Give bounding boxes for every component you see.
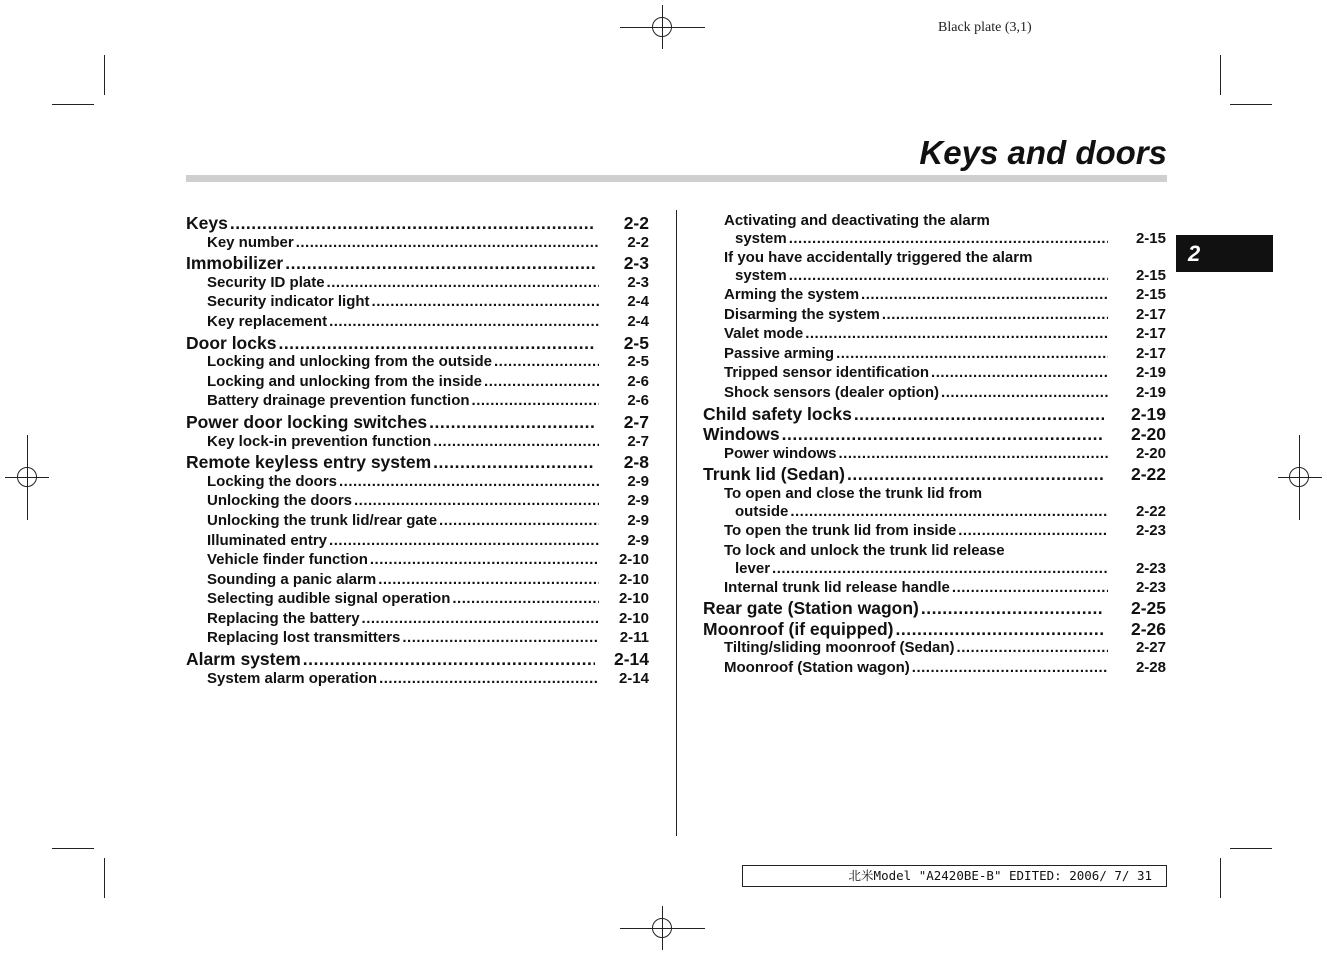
page-number: 2-5	[627, 353, 649, 371]
page-number: 2-15	[1135, 286, 1166, 303]
leader-dots	[370, 551, 599, 568]
page-number: 2-22	[1135, 502, 1166, 520]
crop-mark	[52, 848, 94, 849]
crop-mark	[1230, 104, 1272, 105]
page-number: 2-19	[1135, 383, 1166, 401]
page-number: 2-2	[627, 233, 649, 251]
toc-entry[interactable]: Unlocking the doors ..... 2-9	[186, 492, 649, 512]
page-number: 2-9	[627, 472, 649, 490]
crop-mark	[104, 858, 105, 898]
page-number: 2-20	[1130, 424, 1166, 445]
leader-dots	[278, 333, 595, 354]
leader-dots	[952, 579, 1108, 596]
toc-entry[interactable]: Replacing lost transmitters ..... 2-11	[186, 629, 649, 649]
registration-mark-icon	[652, 17, 672, 37]
page-number: 2-10	[618, 551, 649, 569]
toc-entry[interactable]: Locking and unlocking from the inside ..... 2-6	[186, 373, 649, 393]
leader-dots	[433, 452, 595, 473]
toc-entry[interactable]: Tilting/sliding moonroof (Sedan) ..... 2-27	[703, 639, 1166, 659]
toc-entry-heading[interactable]: Rear gate (Station wagon) ..... 2-25	[703, 598, 1166, 619]
page-number: 2-14	[618, 669, 649, 687]
page-number: 2-5	[623, 332, 649, 353]
edition-footer: 北米Model "A2420BE-B" EDITED: 2006/ 7/ 31	[742, 865, 1167, 887]
leader-dots	[329, 313, 599, 330]
page-number: 2-26	[1130, 618, 1166, 639]
leader-dots	[912, 659, 1108, 676]
page-number: 2-10	[618, 570, 649, 588]
toc-entry-heading[interactable]: Immobilizer ..... 2-3	[186, 253, 649, 274]
toc-entry[interactable]: Vehicle finder function ..... 2-10	[186, 551, 649, 571]
leader-dots	[836, 345, 1108, 362]
toc-entry[interactable]: Shock sensors (dealer option) ..... 2-19	[703, 384, 1166, 404]
page-number: 2-3	[627, 273, 649, 291]
page-number: 2-28	[1135, 658, 1166, 676]
toc-entry[interactable]: To open the trunk lid from inside ..... 2-23	[703, 522, 1166, 542]
plate-label: Black plate (3,1)	[938, 20, 1032, 35]
page-number: 2-3	[623, 253, 649, 274]
toc-entry[interactable]: Key number ..... 2-2	[186, 234, 649, 254]
leader-dots	[452, 590, 599, 607]
leader-dots	[782, 424, 1104, 445]
page-number: 2-25	[1130, 598, 1166, 619]
page-number: 2-7	[627, 432, 649, 450]
title-rule	[186, 175, 1167, 182]
leader-dots	[931, 364, 1108, 381]
page-number: 2-27	[1135, 639, 1166, 657]
leader-dots	[339, 473, 599, 490]
leader-dots	[896, 619, 1104, 640]
toc-entry[interactable]: Replacing the battery ..... 2-10	[186, 610, 649, 630]
toc-entry[interactable]: Activating and deactivating the alarm system ..... 2-15	[703, 212, 1166, 249]
toc-entry[interactable]: Security ID plate ..... 2-3	[186, 274, 649, 294]
toc-entry[interactable]: Tripped sensor identification ..... 2-19	[703, 364, 1166, 384]
page-number: 2-17	[1135, 305, 1166, 323]
leader-dots	[882, 306, 1108, 323]
toc-entry[interactable]: To lock and unlock the trunk lid release lever ..... 2-23	[703, 542, 1166, 579]
leader-dots	[789, 267, 1108, 284]
page-number: 2-9	[627, 492, 649, 510]
page-number: 2-15	[1135, 230, 1166, 247]
page-number: 2-4	[627, 312, 649, 330]
leader-dots	[429, 412, 595, 433]
leader-dots	[303, 649, 595, 670]
page-number: 2-19	[1130, 403, 1166, 424]
leader-dots	[354, 492, 599, 509]
page-number: 2-8	[623, 452, 649, 473]
toc-entry[interactable]: Key replacement ..... 2-4	[186, 313, 649, 333]
leader-dots	[372, 293, 599, 310]
page-number: 2-9	[627, 531, 649, 549]
page-number: 2-11	[619, 629, 649, 647]
toc-entry[interactable]: Security indicator light ..... 2-4	[186, 293, 649, 313]
page-number: 2-19	[1135, 364, 1166, 382]
toc-entry-heading[interactable]: Remote keyless entry system ..... 2-8	[186, 452, 649, 473]
toc-entry[interactable]: Selecting audible signal operation ..... 2-10	[186, 590, 649, 610]
page-title: Keys and doors	[919, 134, 1167, 171]
leader-dots	[329, 532, 599, 549]
page-number: 2-14	[613, 649, 649, 670]
page-number: 2-23	[1135, 559, 1166, 577]
leader-dots	[402, 629, 599, 646]
toc-entry[interactable]: Locking the doors ..... 2-9	[186, 473, 649, 493]
toc-entry[interactable]: Illuminated entry ..... 2-9	[186, 532, 649, 552]
page-number: 2-10	[618, 609, 649, 627]
toc-entry[interactable]: System alarm operation ..... 2-14	[186, 670, 649, 690]
toc-entry-heading[interactable]: Moonroof (if equipped) ..... 2-26	[703, 619, 1166, 640]
leader-dots	[296, 234, 599, 251]
leader-dots	[230, 213, 595, 234]
toc-entry[interactable]: Arming the system ..... 2-15	[703, 286, 1166, 306]
toc-entry-heading[interactable]: Trunk lid (Sedan) ..... 2-22	[703, 464, 1166, 485]
leader-dots	[285, 253, 595, 274]
page-number: 2-20	[1135, 444, 1166, 462]
leader-dots	[772, 560, 1108, 577]
leader-dots	[839, 445, 1108, 462]
toc-entry[interactable]: Moonroof (Station wagon) ..... 2-28	[703, 659, 1166, 679]
toc-right-column	[703, 212, 1166, 679]
toc-entry-heading[interactable]: Child safety locks ..... 2-19	[703, 404, 1166, 425]
toc-entry[interactable]: Valet mode ..... 2-17	[703, 325, 1166, 345]
toc-entry[interactable]: Key lock-in prevention function ..... 2-7	[186, 433, 649, 453]
leader-dots	[379, 670, 599, 687]
leader-dots	[484, 373, 599, 390]
page-number: 2-2	[623, 213, 649, 233]
toc-entry-heading[interactable]: Door locks ..... 2-5	[186, 333, 649, 354]
page-number: 2-22	[1130, 464, 1166, 485]
crop-mark	[1220, 858, 1221, 898]
toc-entry[interactable]: Battery drainage prevention function ..... 2-6	[186, 392, 649, 412]
page-number: 2-6	[627, 392, 649, 410]
leader-dots	[494, 353, 599, 370]
registration-mark-icon	[1289, 467, 1309, 487]
leader-dots	[854, 404, 1104, 425]
leader-dots	[789, 230, 1108, 247]
page-number: 2-23	[1135, 578, 1166, 596]
page-number: 2-4	[627, 293, 649, 311]
leader-dots	[327, 274, 599, 291]
toc-entry[interactable]: Internal trunk lid release handle ..... 2-23	[703, 579, 1166, 599]
toc-entry[interactable]: Locking and unlocking from the outside ..... 2-5	[186, 353, 649, 373]
leader-dots	[362, 610, 599, 627]
crop-mark	[1230, 848, 1272, 849]
toc-entry[interactable]: Disarming the system ..... 2-17	[703, 306, 1166, 326]
toc-entry-heading[interactable]: Keys ..... 2-2	[186, 213, 649, 234]
toc-entry[interactable]: Sounding a panic alarm ..... 2-10	[186, 571, 649, 591]
leader-dots	[472, 392, 599, 409]
page-number: 2-17	[1135, 344, 1166, 362]
crop-mark	[104, 55, 105, 95]
leader-dots	[439, 512, 599, 529]
page-number: 2-15	[1135, 267, 1166, 284]
page-number: 2-6	[627, 372, 649, 390]
leader-dots	[958, 522, 1108, 539]
toc-entry[interactable]: Power windows ..... 2-20	[703, 445, 1166, 465]
toc-entry-heading[interactable]: Windows ..... 2-20	[703, 424, 1166, 445]
registration-mark-icon	[17, 467, 37, 487]
toc-entry[interactable]: To open and close the trunk lid from outside ..... 2-22	[703, 485, 1166, 522]
toc-entry-heading[interactable]: Power door locking switches ..... 2-7	[186, 412, 649, 433]
page-number: 2-10	[618, 590, 649, 608]
toc-entry[interactable]: Unlocking the trunk lid/rear gate ..... 2-9	[186, 512, 649, 532]
leader-dots	[433, 433, 599, 450]
page-number: 2-23	[1135, 521, 1166, 539]
leader-dots	[957, 639, 1108, 656]
crop-mark	[1220, 55, 1221, 95]
toc-left-column	[186, 213, 649, 689]
leader-dots	[921, 598, 1104, 619]
toc-entry[interactable]: Passive arming ..... 2-17	[703, 345, 1166, 365]
page-number: 2-17	[1135, 325, 1166, 343]
leader-dots	[861, 286, 1108, 303]
leader-dots	[378, 571, 599, 588]
registration-mark-icon	[652, 918, 672, 938]
leader-dots	[941, 384, 1108, 401]
chapter-tab: 2	[1176, 235, 1273, 272]
leader-dots	[790, 503, 1108, 520]
page-number: 2-9	[627, 511, 649, 529]
page-number: 2-7	[623, 411, 649, 432]
toc-entry[interactable]: If you have accidentally triggered the alarm system ..... 2-15	[703, 249, 1166, 286]
leader-dots	[805, 325, 1108, 342]
leader-dots	[847, 464, 1104, 485]
crop-mark	[52, 104, 94, 105]
column-divider	[676, 210, 677, 836]
toc-entry-heading[interactable]: Alarm system ..... 2-14	[186, 649, 649, 670]
